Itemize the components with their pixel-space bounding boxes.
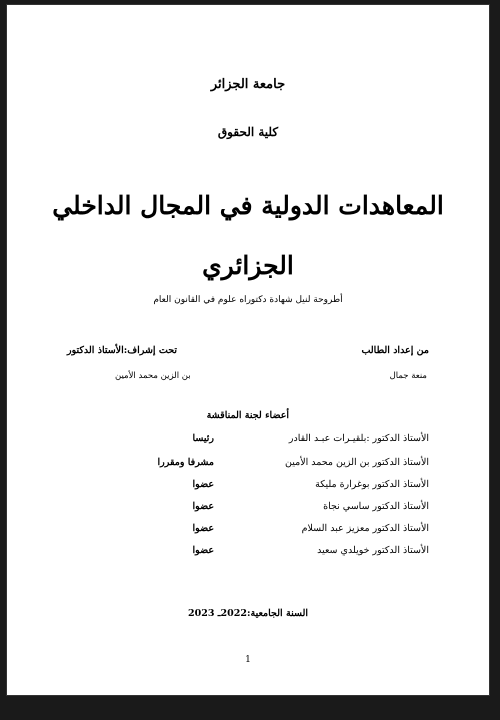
prepared-by-label: من إعداد الطالب [361,345,429,356]
committee-member-row [89,545,429,561]
committee-member-name: الأستاذ الدكتور بوغرارة مليكة [315,479,429,490]
committee-member-role: عضوا [192,523,214,534]
thesis-title-line1: المعاهدات الدولية في المجال الداخلي [52,191,444,220]
student-name: منعة جمال [389,371,427,381]
committee-member-role: مشرفا ومقررا [157,457,214,468]
faculty-name: كلية الحقوق [217,125,279,139]
committee-member-row [89,457,429,473]
page-number: 1 [245,655,251,665]
committee-member-row [89,523,429,539]
committee-title: أعضاء لجنة المناقشة [206,410,289,421]
committee-member-row [89,479,429,495]
thesis-title-line2: الجزائري [202,251,294,280]
supervisor-name: بن الزين محمد الأمين [115,371,191,381]
supervisor-label: تحت إشراف:الأستاذ الدكتور [67,345,177,356]
academic-year: السنة الجامعية:2022ـ 2023 [188,608,308,619]
committee-member-name: الأستاذ الدكتور بن الزين محمد الأمين [285,457,429,468]
university-name: جامعة الجزائر [210,77,286,92]
committee-member-name: الأستاذ الدكتور معزيز عبد السلام [301,523,429,534]
committee-member-name: الأستاذ الدكتور ساسي نجاة [323,501,429,512]
committee-member-row [89,433,429,449]
committee-member-role: عضوا [192,545,214,556]
committee-member-role: رئيسا [192,433,214,444]
committee-member-name: الأستاذ الدكتور :بلقيـرات عبـد القادر [288,433,429,444]
committee-member-role: عضوا [192,501,214,512]
thesis-note: أطروحة لنيل شهادة دكتوراه علوم في القانون العام [153,295,343,305]
committee-member-row [89,501,429,517]
document-page [6,4,490,696]
committee-member-role: عضوا [192,479,214,490]
committee-member-name: الأستاذ الدكتور خويلدي سعيد [317,545,429,556]
